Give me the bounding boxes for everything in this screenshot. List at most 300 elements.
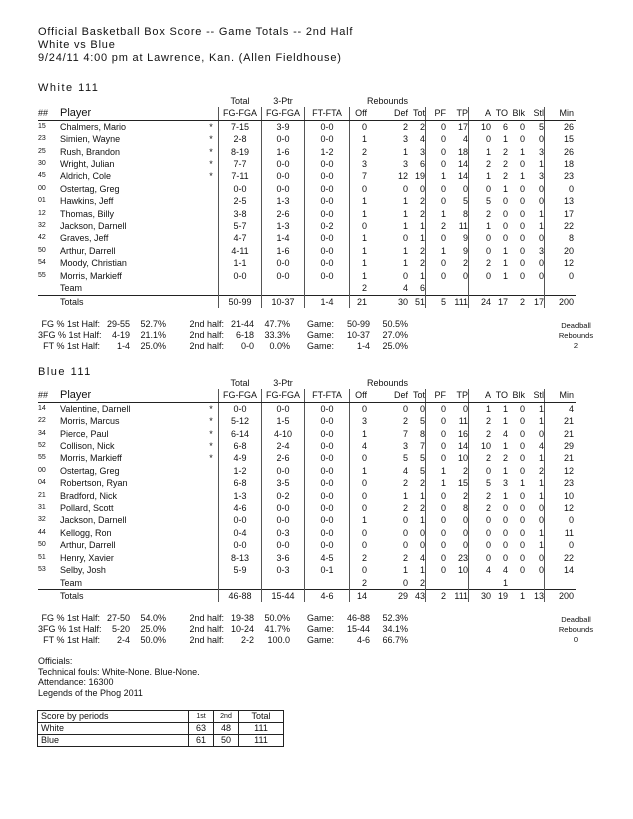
player-tp: 14	[458, 441, 469, 452]
halves-g: 50-99	[346, 319, 370, 329]
player-p3: 0-2	[262, 490, 305, 502]
player-off: 1	[361, 196, 367, 207]
player-ft: 4-5	[305, 552, 350, 564]
player-to: 2	[503, 453, 509, 464]
player-a: 0	[469, 183, 492, 195]
periods-header-2nd: 2nd	[214, 711, 239, 723]
periods-2nd: 50	[214, 735, 239, 747]
player-min: 0	[545, 183, 577, 195]
player-ft: 0-0	[305, 208, 350, 220]
player-a: 1	[469, 170, 492, 182]
group-header-cell: Rebounds	[367, 378, 409, 388]
periods-team: Blue	[38, 735, 189, 747]
player-a: 4	[469, 564, 492, 576]
player-def: 2	[403, 478, 409, 489]
player-row	[38, 282, 576, 295]
player-num: 31	[38, 504, 46, 512]
halves-h2: 21-44	[230, 319, 254, 329]
player-def: 2	[403, 552, 409, 563]
player-to: 1	[503, 577, 509, 588]
player-blk: 0	[520, 233, 526, 244]
column-header-p3: FG-FGA	[262, 107, 305, 120]
player-min: 17	[545, 208, 577, 220]
player-row	[38, 490, 576, 502]
player-name: Jackson, Darnell	[60, 515, 127, 526]
player-ft: 0-0	[305, 170, 350, 182]
group-header-cell	[508, 95, 525, 107]
player-fg: 4-9	[219, 452, 262, 464]
white-deadball-rebounds	[546, 321, 606, 351]
player-num: 44	[38, 528, 46, 536]
player-off: 0	[361, 403, 367, 414]
player-min: 29	[545, 440, 577, 452]
player-to: 0	[503, 196, 509, 207]
player-min	[545, 577, 577, 590]
player-off: 1	[361, 233, 367, 244]
player-def: 0	[403, 233, 409, 244]
player-stl: 1	[539, 403, 545, 414]
player-blk: 0	[520, 441, 526, 452]
player-def: 1	[403, 146, 409, 157]
halves-gp: 50.5%	[382, 319, 408, 329]
player-tot: 1	[420, 221, 426, 232]
player-tp: 2	[463, 490, 469, 501]
column-header-min: Min	[545, 389, 577, 402]
player-st: *	[209, 159, 213, 170]
player-name: Kellogg, Ron	[60, 527, 112, 538]
player-ft: 1-2	[305, 146, 350, 158]
player-p3: 0-0	[262, 158, 305, 170]
player-ft: 0-0	[305, 477, 350, 489]
column-header-tp: TP	[446, 389, 469, 402]
player-num: 52	[38, 442, 46, 450]
player-name: Valentine, Darnell	[60, 403, 131, 414]
player-to: 0	[503, 233, 509, 244]
player-pf: 0	[426, 120, 447, 133]
totals-tp: 111	[446, 295, 469, 308]
player-ft: 0-0	[305, 232, 350, 244]
player-ft: 0-0	[305, 158, 350, 170]
periods-1st: 61	[189, 735, 214, 747]
player-tp: 0	[463, 527, 469, 538]
player-p3: 0-0	[262, 402, 305, 415]
column-header-off: Off	[350, 107, 368, 120]
player-tp	[446, 282, 469, 295]
player-min: 20	[545, 245, 577, 257]
player-min: 26	[545, 120, 577, 133]
player-to: 1	[503, 490, 509, 501]
player-off: 0	[361, 478, 367, 489]
player-ft: 0-0	[305, 133, 350, 145]
player-ft: 0-0	[305, 539, 350, 551]
player-off: 1	[361, 134, 367, 145]
totals-min: 200	[545, 295, 577, 308]
player-pf: 0	[426, 502, 447, 514]
player-off: 1	[361, 245, 367, 256]
player-name: Morris, Marcus	[60, 416, 120, 427]
player-tp: 10	[458, 565, 469, 576]
player-tot: 6	[420, 159, 426, 170]
player-blk: 1	[520, 478, 526, 489]
group-header-cell	[426, 95, 447, 107]
totals-tot: 51	[408, 295, 426, 308]
player-tot: 0	[420, 403, 426, 414]
player-blk: 0	[520, 245, 526, 256]
player-st: *	[209, 416, 213, 427]
player-pf: 1	[426, 465, 447, 477]
player-off: 1	[361, 270, 367, 281]
player-to: 2	[503, 171, 509, 182]
player-row	[38, 428, 576, 440]
player-ft	[305, 577, 350, 590]
player-pf: 0	[426, 564, 447, 576]
periods-team: White	[38, 723, 189, 735]
player-row	[38, 170, 576, 182]
player-min: 15	[545, 133, 577, 145]
player-ft: 0-0	[305, 415, 350, 427]
player-min: 21	[545, 452, 577, 464]
player-stl: 1	[539, 416, 545, 427]
halves-h2p: 100.0	[267, 635, 290, 646]
player-min: 0	[545, 514, 577, 526]
player-p3: 4-10	[262, 428, 305, 440]
player-ft: 0-1	[305, 564, 350, 576]
player-blk: 0	[520, 270, 526, 281]
player-stl: 3	[539, 146, 545, 157]
player-a: 1	[469, 220, 492, 232]
player-tot: 2	[420, 121, 426, 132]
column-group-header	[38, 95, 576, 107]
player-min: 4	[545, 402, 577, 415]
group-header-cell	[545, 95, 577, 107]
player-pf: 0	[426, 490, 447, 502]
player-off: 1	[361, 465, 367, 476]
player-name: Graves, Jeff	[60, 233, 109, 244]
player-a: 0	[469, 539, 492, 551]
white-team-title: White 111	[38, 82, 100, 94]
player-ft: 0-0	[305, 270, 350, 282]
group-header-cell	[508, 377, 525, 389]
column-header-to: TO	[491, 107, 508, 120]
player-pf: 0	[426, 415, 447, 427]
column-header-stl: Stl	[525, 107, 545, 120]
player-tp: 14	[458, 171, 469, 182]
totals-stl: 13	[525, 589, 545, 602]
player-st	[204, 527, 219, 539]
player-def: 0	[403, 403, 409, 414]
totals-to: 17	[491, 295, 508, 308]
player-row	[38, 402, 576, 415]
player-num: 22	[38, 417, 46, 425]
halves-label: FT % 1st Half:	[43, 341, 100, 352]
totals-def: 30	[367, 295, 408, 308]
player-a: 10	[469, 440, 492, 452]
player-num: 32	[38, 516, 46, 524]
player-tot: 4	[420, 552, 426, 563]
player-min: 12	[545, 502, 577, 514]
player-to: 1	[503, 465, 509, 476]
player-fg: 5-12	[219, 415, 262, 427]
group-header-cell	[305, 95, 350, 107]
column-group-header	[38, 377, 576, 389]
deadball-value: 0	[573, 635, 579, 644]
player-pf	[426, 577, 447, 590]
player-stl: 1	[539, 453, 545, 464]
periods-1st: 63	[189, 723, 214, 735]
player-st	[204, 514, 219, 526]
player-st: *	[209, 428, 213, 439]
player-num: 54	[38, 259, 46, 267]
player-tot: 5	[420, 465, 426, 476]
halves-h2: 10-24	[230, 624, 254, 635]
player-fg: 1-3	[219, 490, 262, 502]
player-blk: 0	[520, 465, 526, 476]
player-a: 2	[469, 208, 492, 220]
player-num: 12	[38, 209, 46, 217]
player-st: *	[209, 134, 213, 145]
halves-label: FG % 1st Half:	[41, 613, 100, 623]
player-stl: 1	[539, 478, 545, 489]
halves-l2: 2nd half:	[189, 624, 224, 635]
player-num: 51	[38, 553, 46, 561]
player-off: 2	[361, 552, 367, 563]
player-blk: 1	[520, 146, 526, 157]
player-min: 23	[545, 170, 577, 182]
player-stl: 1	[539, 527, 545, 538]
group-header-cell	[491, 377, 508, 389]
player-blk: 0	[520, 527, 526, 538]
player-st	[204, 552, 219, 564]
player-p3: 1-6	[262, 245, 305, 257]
totals-ft: 4-6	[305, 589, 350, 602]
halves-gp: 66.7%	[382, 635, 408, 646]
player-p3: 0-0	[262, 133, 305, 145]
player-stl: 0	[539, 134, 545, 145]
player-tot: 1	[420, 490, 426, 501]
player-pf: 0	[426, 514, 447, 526]
player-row	[38, 120, 576, 133]
player-st	[204, 195, 219, 207]
player-min: 12	[545, 257, 577, 269]
column-header-min: Min	[545, 107, 577, 120]
group-header-cell	[350, 377, 368, 389]
player-st: *	[209, 121, 213, 132]
player-min: 21	[545, 415, 577, 427]
halves-lg: Game:	[306, 624, 334, 635]
totals-ft: 1-4	[305, 295, 350, 308]
blue-box-score-table	[38, 377, 576, 602]
rebounds-label: Rebounds	[558, 625, 594, 634]
player-off: 0	[361, 565, 367, 576]
halves-gp: 52.3%	[382, 613, 408, 623]
column-header-num: ##	[38, 389, 60, 402]
player-tp: 4	[463, 134, 469, 145]
player-a: 0	[469, 527, 492, 539]
player-num: 23	[38, 135, 46, 143]
periods-header-total: Total	[239, 711, 284, 723]
player-tp: 9	[463, 233, 469, 244]
player-fg: 6-8	[219, 440, 262, 452]
player-name: Henry, Xavier	[60, 552, 114, 563]
player-tp: 8	[463, 503, 469, 514]
player-to	[491, 282, 508, 295]
column-header-tot: Tot	[408, 389, 426, 402]
player-fg: 3-8	[219, 208, 262, 220]
player-p3: 2-6	[262, 452, 305, 464]
halves-lg: Game:	[306, 635, 334, 646]
player-num: 53	[38, 566, 46, 574]
blue-shooting-halves	[38, 613, 408, 647]
player-a: 2	[469, 428, 492, 440]
player-tot: 2	[420, 503, 426, 514]
player-pf: 0	[426, 428, 447, 440]
group-header-cell	[38, 377, 60, 389]
player-def: 5	[403, 453, 409, 464]
player-row	[38, 208, 576, 220]
column-header-ft: FT-FTA	[305, 389, 350, 402]
player-tp: 15	[458, 478, 469, 489]
player-off: 0	[361, 527, 367, 538]
score-by-periods-table	[37, 710, 284, 747]
halves-h1: 29-55	[106, 319, 130, 329]
player-def: 4	[403, 283, 409, 294]
event-line: Legends of the Phog 2011	[38, 687, 143, 698]
player-tot: 6	[420, 283, 426, 294]
player-fg: 6-14	[219, 428, 262, 440]
player-stl: 3	[539, 245, 545, 256]
player-name: Ostertag, Greg	[60, 183, 120, 194]
player-pf: 1	[426, 245, 447, 257]
column-header-a: A	[469, 389, 492, 402]
halves-label: FT % 1st Half:	[43, 635, 100, 646]
player-fg: 8-19	[219, 146, 262, 158]
halves-l2: 2nd half:	[189, 635, 224, 646]
player-def: 2	[403, 121, 409, 132]
player-tot: 1	[420, 565, 426, 576]
totals-fg: 50-99	[219, 295, 262, 308]
periods-header-label: Score by periods	[38, 711, 189, 723]
player-blk: 0	[520, 503, 526, 514]
column-header-pf: PF	[426, 107, 447, 120]
player-row	[38, 183, 576, 195]
player-a: 2	[469, 490, 492, 502]
totals-off: 21	[350, 295, 368, 308]
column-header-num: ##	[38, 107, 60, 120]
player-tp: 2	[463, 465, 469, 476]
player-st	[204, 502, 219, 514]
player-tp: 17	[458, 121, 469, 132]
player-min: 12	[545, 465, 577, 477]
player-tot: 0	[420, 527, 426, 538]
player-st	[204, 282, 219, 295]
player-pf: 0	[426, 552, 447, 564]
player-off: 0	[361, 453, 367, 464]
player-num: 25	[38, 147, 46, 155]
player-stl: 0	[539, 428, 545, 439]
player-pf: 0	[426, 270, 447, 282]
player-row	[38, 465, 576, 477]
player-st	[204, 577, 219, 590]
player-ft: 0-0	[305, 452, 350, 464]
column-header-blk: Blk	[508, 107, 525, 120]
halves-g: 4-6	[356, 635, 370, 646]
player-def: 1	[403, 196, 409, 207]
halves-l2: 2nd half:	[189, 319, 224, 329]
player-fg: 7-7	[219, 158, 262, 170]
player-st: *	[209, 171, 213, 182]
player-a	[469, 577, 492, 590]
player-st	[204, 564, 219, 576]
totals-pf: 2	[426, 589, 447, 602]
player-a	[469, 282, 492, 295]
player-off: 1	[361, 428, 367, 439]
player-off: 0	[361, 183, 367, 194]
player-name: Pollard, Scott	[60, 503, 114, 514]
halves-h2p: 0.0%	[269, 341, 290, 352]
player-stl: 1	[539, 208, 545, 219]
player-blk: 0	[520, 221, 526, 232]
group-header-cell	[446, 95, 469, 107]
player-a: 5	[469, 477, 492, 489]
player-off: 0	[361, 121, 367, 132]
player-blk: 0	[520, 121, 526, 132]
player-stl: 1	[539, 159, 545, 170]
player-min: 22	[545, 552, 577, 564]
player-p3: 0-0	[262, 539, 305, 551]
player-to: 0	[503, 503, 509, 514]
player-a: 0	[469, 245, 492, 257]
player-name: Hawkins, Jeff	[60, 196, 114, 207]
player-st: *	[209, 146, 213, 157]
player-stl: 0	[539, 565, 545, 576]
header-matchup: White vs Blue	[38, 39, 116, 51]
halves-h1: 2-4	[116, 635, 130, 646]
halves-lg: Game:	[306, 330, 334, 341]
player-to: 1	[503, 403, 509, 414]
halves-h1p: 52.7%	[140, 319, 166, 329]
player-p3: 1-3	[262, 220, 305, 232]
player-num: 01	[38, 197, 46, 205]
group-header-cell	[350, 95, 368, 107]
player-blk	[508, 577, 525, 590]
player-fg: 0-0	[219, 402, 262, 415]
player-fg: 7-11	[219, 170, 262, 182]
player-row	[38, 415, 576, 427]
group-header-cell	[426, 377, 447, 389]
player-def: 1	[403, 221, 409, 232]
player-fg: 7-15	[219, 120, 262, 133]
player-name: Aldrich, Cole	[60, 171, 112, 182]
player-st: *	[209, 441, 213, 452]
player-p3	[262, 577, 305, 590]
player-blk	[508, 282, 525, 295]
player-to: 1	[503, 416, 509, 427]
halves-label: 3FG % 1st Half:	[38, 624, 102, 635]
header-title: Official Basketball Box Score -- Game Totals -- 2nd Half	[38, 26, 354, 38]
player-fg: 4-6	[219, 502, 262, 514]
player-blk: 0	[520, 196, 526, 207]
player-tot: 2	[420, 258, 426, 269]
player-row	[38, 257, 576, 269]
player-tp: 18	[458, 146, 469, 157]
player-p3: 2-4	[262, 440, 305, 452]
player-tp: 0	[463, 515, 469, 526]
player-blk: 1	[520, 171, 526, 182]
player-blk: 0	[520, 540, 526, 551]
deadball-label: Deadball	[561, 615, 591, 624]
player-row	[38, 245, 576, 257]
group-header-cell	[204, 95, 219, 107]
